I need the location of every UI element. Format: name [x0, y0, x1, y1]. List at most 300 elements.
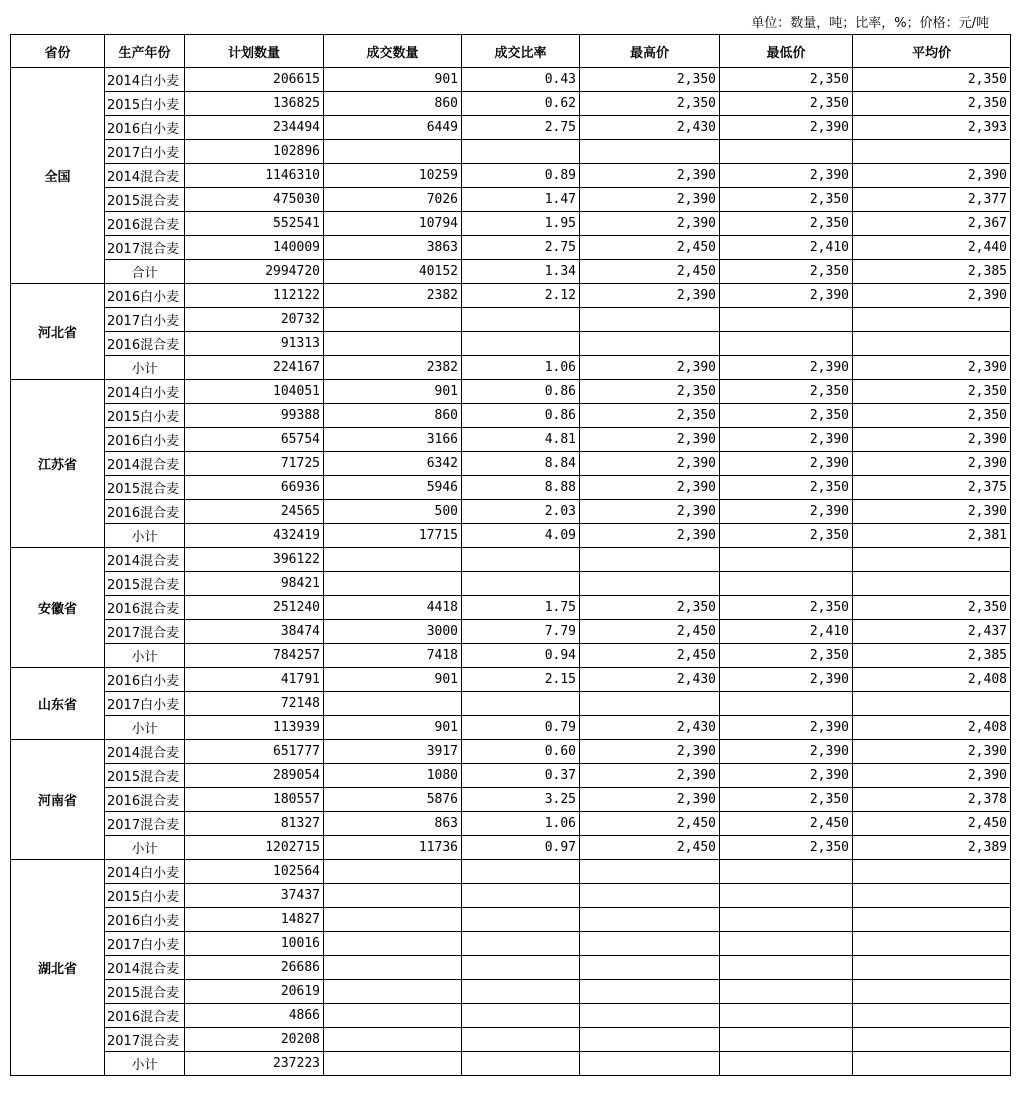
year-cell: 2015白小麦: [105, 404, 185, 428]
min-price-cell: 2,390: [720, 284, 853, 308]
min-price-cell: [720, 932, 853, 956]
max-price-cell: [580, 140, 720, 164]
deal-qty-cell: 901: [324, 668, 462, 692]
min-price-cell: 2,410: [720, 620, 853, 644]
planned-qty-cell: 234494: [185, 116, 324, 140]
subtotal-label: 小计: [105, 356, 185, 380]
planned-qty-cell: 251240: [185, 596, 324, 620]
deal-rate-cell: 0.97: [462, 836, 580, 860]
deal-qty-cell: [324, 1052, 462, 1076]
deal-rate-cell: [462, 332, 580, 356]
avg-price-cell: [853, 956, 1011, 980]
deal-rate-cell: 2.15: [462, 668, 580, 692]
deal-rate-cell: 1.47: [462, 188, 580, 212]
deal-qty-cell: [324, 332, 462, 356]
deal-rate-cell: [462, 1004, 580, 1028]
min-price-cell: 2,410: [720, 236, 853, 260]
avg-price-cell: 2,440: [853, 236, 1011, 260]
table-row: [11, 284, 1011, 308]
deal-qty-cell: 500: [324, 500, 462, 524]
deal-rate-cell: 0.89: [462, 164, 580, 188]
min-price-cell: 2,390: [720, 716, 853, 740]
deal-qty-cell: [324, 308, 462, 332]
deal-qty-cell: 5946: [324, 476, 462, 500]
deal-rate-cell: 4.81: [462, 428, 580, 452]
avg-price-cell: 2,390: [853, 356, 1011, 380]
max-price-cell: 2,390: [580, 476, 720, 500]
header-avg-price: 平均价: [853, 35, 1011, 68]
min-price-cell: [720, 884, 853, 908]
table-row: [11, 68, 1011, 92]
subtotal-label: 小计: [105, 644, 185, 668]
table-row: [11, 524, 1011, 548]
deal-qty-cell: 3863: [324, 236, 462, 260]
planned-qty-cell: 20619: [185, 980, 324, 1004]
deal-qty-cell: 901: [324, 716, 462, 740]
year-cell: 2016混合麦: [105, 332, 185, 356]
deal-rate-cell: [462, 308, 580, 332]
avg-price-cell: 2,375: [853, 476, 1011, 500]
max-price-cell: 2,450: [580, 260, 720, 284]
max-price-cell: 2,450: [580, 236, 720, 260]
min-price-cell: 2,350: [720, 836, 853, 860]
year-cell: 2017混合麦: [105, 620, 185, 644]
table-row: [11, 188, 1011, 212]
deal-qty-cell: 5876: [324, 788, 462, 812]
province-cell: 全国: [11, 68, 105, 284]
max-price-cell: [580, 1052, 720, 1076]
max-price-cell: 2,450: [580, 644, 720, 668]
max-price-cell: [580, 1004, 720, 1028]
deal-qty-cell: 2382: [324, 284, 462, 308]
max-price-cell: [580, 980, 720, 1004]
year-cell: 2016混合麦: [105, 212, 185, 236]
planned-qty-cell: 41791: [185, 668, 324, 692]
table-row: [11, 812, 1011, 836]
year-cell: 2014白小麦: [105, 380, 185, 404]
max-price-cell: 2,390: [580, 524, 720, 548]
planned-qty-cell: 206615: [185, 68, 324, 92]
min-price-cell: 2,390: [720, 500, 853, 524]
max-price-cell: 2,390: [580, 500, 720, 524]
planned-qty-cell: 72148: [185, 692, 324, 716]
deal-qty-cell: 17715: [324, 524, 462, 548]
table-body: [11, 68, 1011, 1076]
planned-qty-cell: 180557: [185, 788, 324, 812]
min-price-cell: 2,350: [720, 188, 853, 212]
max-price-cell: [580, 548, 720, 572]
year-cell: 2015混合麦: [105, 764, 185, 788]
header-planned-qty: 计划数量: [185, 35, 324, 68]
table-row: [11, 788, 1011, 812]
min-price-cell: 2,390: [720, 452, 853, 476]
min-price-cell: 2,350: [720, 260, 853, 284]
avg-price-cell: 2,390: [853, 164, 1011, 188]
avg-price-cell: 2,385: [853, 260, 1011, 284]
avg-price-cell: [853, 1004, 1011, 1028]
table-row: [11, 332, 1011, 356]
avg-price-cell: 2,390: [853, 764, 1011, 788]
max-price-cell: 2,390: [580, 740, 720, 764]
max-price-cell: 2,390: [580, 788, 720, 812]
table-row: [11, 860, 1011, 884]
deal-rate-cell: [462, 1028, 580, 1052]
avg-price-cell: 2,390: [853, 452, 1011, 476]
year-cell: 2017混合麦: [105, 1028, 185, 1052]
min-price-cell: [720, 956, 853, 980]
min-price-cell: 2,390: [720, 740, 853, 764]
deal-qty-cell: 1080: [324, 764, 462, 788]
planned-qty-cell: 20732: [185, 308, 324, 332]
planned-qty-cell: 552541: [185, 212, 324, 236]
planned-qty-cell: 1146310: [185, 164, 324, 188]
deal-rate-cell: [462, 860, 580, 884]
year-cell: 2015混合麦: [105, 476, 185, 500]
year-cell: 2014混合麦: [105, 548, 185, 572]
deal-qty-cell: 3917: [324, 740, 462, 764]
header-row: [11, 35, 1011, 68]
planned-qty-cell: 104051: [185, 380, 324, 404]
table-row: [11, 500, 1011, 524]
deal-qty-cell: 10794: [324, 212, 462, 236]
avg-price-cell: 2,450: [853, 812, 1011, 836]
header-min-price: 最低价: [720, 35, 853, 68]
table-row: [11, 380, 1011, 404]
max-price-cell: [580, 332, 720, 356]
header-province: 省份: [11, 35, 105, 68]
deal-qty-cell: 860: [324, 92, 462, 116]
province-cell: 山东省: [11, 668, 105, 740]
year-cell: 2016混合麦: [105, 596, 185, 620]
planned-qty-cell: 24565: [185, 500, 324, 524]
subtotal-label: 小计: [105, 524, 185, 548]
deal-qty-cell: 7026: [324, 188, 462, 212]
avg-price-cell: [853, 932, 1011, 956]
min-price-cell: 2,350: [720, 596, 853, 620]
avg-price-cell: [853, 692, 1011, 716]
province-cell: 河北省: [11, 284, 105, 380]
avg-price-cell: 2,381: [853, 524, 1011, 548]
subtotal-label: 小计: [105, 1052, 185, 1076]
year-cell: 2017白小麦: [105, 308, 185, 332]
planned-qty-cell: 81327: [185, 812, 324, 836]
deal-qty-cell: [324, 548, 462, 572]
planned-qty-cell: 2994720: [185, 260, 324, 284]
deal-rate-cell: 0.60: [462, 740, 580, 764]
table-row: [11, 428, 1011, 452]
deal-qty-cell: 860: [324, 404, 462, 428]
avg-price-cell: [853, 1052, 1011, 1076]
planned-qty-cell: 102564: [185, 860, 324, 884]
max-price-cell: 2,350: [580, 404, 720, 428]
unit-note: 单位：数量，吨；比率，%；价格：元/吨: [751, 16, 989, 31]
min-price-cell: 2,350: [720, 788, 853, 812]
header-deal-qty: 成交数量: [324, 35, 462, 68]
avg-price-cell: 2,350: [853, 596, 1011, 620]
max-price-cell: [580, 572, 720, 596]
year-cell: 2016白小麦: [105, 668, 185, 692]
planned-qty-cell: 140009: [185, 236, 324, 260]
planned-qty-cell: 20208: [185, 1028, 324, 1052]
year-cell: 2016白小麦: [105, 908, 185, 932]
year-cell: 2015混合麦: [105, 980, 185, 1004]
avg-price-cell: [853, 884, 1011, 908]
table-row: [11, 668, 1011, 692]
avg-price-cell: [853, 548, 1011, 572]
planned-qty-cell: 651777: [185, 740, 324, 764]
min-price-cell: [720, 908, 853, 932]
max-price-cell: 2,350: [580, 596, 720, 620]
table-row: [11, 92, 1011, 116]
table-row: [11, 572, 1011, 596]
avg-price-cell: 2,408: [853, 668, 1011, 692]
deal-rate-cell: [462, 956, 580, 980]
planned-qty-cell: 113939: [185, 716, 324, 740]
avg-price-cell: [853, 1028, 1011, 1052]
deal-rate-cell: 1.95: [462, 212, 580, 236]
deal-rate-cell: [462, 1052, 580, 1076]
deal-qty-cell: [324, 980, 462, 1004]
min-price-cell: 2,350: [720, 404, 853, 428]
deal-rate-cell: 8.84: [462, 452, 580, 476]
deal-qty-cell: [324, 1028, 462, 1052]
max-price-cell: 2,390: [580, 284, 720, 308]
planned-qty-cell: 37437: [185, 884, 324, 908]
table-row: [11, 1052, 1011, 1076]
deal-qty-cell: [324, 860, 462, 884]
min-price-cell: [720, 1004, 853, 1028]
year-cell: 2017混合麦: [105, 812, 185, 836]
deal-qty-cell: 3000: [324, 620, 462, 644]
min-price-cell: 2,390: [720, 116, 853, 140]
table-row: [11, 980, 1011, 1004]
table-row: [11, 476, 1011, 500]
deal-rate-cell: 0.79: [462, 716, 580, 740]
min-price-cell: [720, 1052, 853, 1076]
max-price-cell: 2,430: [580, 116, 720, 140]
deal-rate-cell: 1.34: [462, 260, 580, 284]
deal-qty-cell: [324, 692, 462, 716]
planned-qty-cell: 98421: [185, 572, 324, 596]
deal-qty-cell: 863: [324, 812, 462, 836]
avg-price-cell: [853, 980, 1011, 1004]
min-price-cell: [720, 140, 853, 164]
min-price-cell: [720, 332, 853, 356]
planned-qty-cell: 71725: [185, 452, 324, 476]
deal-rate-cell: 2.12: [462, 284, 580, 308]
max-price-cell: 2,390: [580, 356, 720, 380]
deal-qty-cell: 3166: [324, 428, 462, 452]
year-cell: 2015混合麦: [105, 572, 185, 596]
max-price-cell: 2,390: [580, 212, 720, 236]
deal-rate-cell: [462, 140, 580, 164]
max-price-cell: [580, 908, 720, 932]
max-price-cell: [580, 956, 720, 980]
max-price-cell: 2,390: [580, 764, 720, 788]
year-cell: 2014白小麦: [105, 68, 185, 92]
planned-qty-cell: 4866: [185, 1004, 324, 1028]
deal-rate-cell: 0.43: [462, 68, 580, 92]
subtotal-label: 小计: [105, 836, 185, 860]
deal-qty-cell: 2382: [324, 356, 462, 380]
year-cell: 2015混合麦: [105, 188, 185, 212]
min-price-cell: 2,390: [720, 668, 853, 692]
max-price-cell: 2,390: [580, 428, 720, 452]
avg-price-cell: [853, 308, 1011, 332]
table-row: [11, 884, 1011, 908]
deal-qty-cell: 901: [324, 380, 462, 404]
province-cell: 江苏省: [11, 380, 105, 548]
year-cell: 2017白小麦: [105, 140, 185, 164]
deal-rate-cell: 0.94: [462, 644, 580, 668]
header-deal-rate: 成交比率: [462, 35, 580, 68]
deal-rate-cell: 0.37: [462, 764, 580, 788]
avg-price-cell: [853, 140, 1011, 164]
deal-rate-cell: 2.75: [462, 116, 580, 140]
planned-qty-cell: 102896: [185, 140, 324, 164]
table-row: [11, 452, 1011, 476]
year-cell: 2017混合麦: [105, 236, 185, 260]
avg-price-cell: 2,385: [853, 644, 1011, 668]
max-price-cell: 2,390: [580, 188, 720, 212]
min-price-cell: 2,350: [720, 212, 853, 236]
table-row: [11, 260, 1011, 284]
table-row: [11, 116, 1011, 140]
min-price-cell: 2,390: [720, 428, 853, 452]
planned-qty-cell: 136825: [185, 92, 324, 116]
avg-price-cell: 2,390: [853, 740, 1011, 764]
table-row: [11, 140, 1011, 164]
planned-qty-cell: 10016: [185, 932, 324, 956]
deal-qty-cell: [324, 572, 462, 596]
table-row: [11, 596, 1011, 620]
deal-rate-cell: 1.75: [462, 596, 580, 620]
table-row: [11, 164, 1011, 188]
table-row: [11, 236, 1011, 260]
deal-qty-cell: 901: [324, 68, 462, 92]
year-cell: 2017白小麦: [105, 932, 185, 956]
table-row: [11, 836, 1011, 860]
deal-qty-cell: [324, 1004, 462, 1028]
planned-qty-cell: 432419: [185, 524, 324, 548]
max-price-cell: 2,350: [580, 92, 720, 116]
max-price-cell: 2,350: [580, 68, 720, 92]
table-row: [11, 1028, 1011, 1052]
table-row: [11, 212, 1011, 236]
avg-price-cell: 2,350: [853, 68, 1011, 92]
min-price-cell: 2,350: [720, 380, 853, 404]
avg-price-cell: 2,390: [853, 500, 1011, 524]
year-cell: 2016白小麦: [105, 428, 185, 452]
deal-qty-cell: [324, 884, 462, 908]
deal-qty-cell: [324, 956, 462, 980]
planned-qty-cell: 38474: [185, 620, 324, 644]
max-price-cell: 2,450: [580, 620, 720, 644]
planned-qty-cell: 99388: [185, 404, 324, 428]
year-cell: 2014白小麦: [105, 860, 185, 884]
deal-qty-cell: 7418: [324, 644, 462, 668]
deal-qty-cell: [324, 908, 462, 932]
year-cell: 2016白小麦: [105, 284, 185, 308]
planned-qty-cell: 66936: [185, 476, 324, 500]
max-price-cell: [580, 860, 720, 884]
planned-qty-cell: 26686: [185, 956, 324, 980]
year-cell: 2016混合麦: [105, 500, 185, 524]
table-row: [11, 764, 1011, 788]
province-cell: 河南省: [11, 740, 105, 860]
deal-rate-cell: [462, 932, 580, 956]
table-row: [11, 692, 1011, 716]
avg-price-cell: [853, 572, 1011, 596]
table-row: [11, 308, 1011, 332]
deal-rate-cell: 8.88: [462, 476, 580, 500]
deal-qty-cell: 11736: [324, 836, 462, 860]
avg-price-cell: 2,390: [853, 284, 1011, 308]
planned-qty-cell: 112122: [185, 284, 324, 308]
planned-qty-cell: 237223: [185, 1052, 324, 1076]
min-price-cell: [720, 1028, 853, 1052]
planned-qty-cell: 1202715: [185, 836, 324, 860]
max-price-cell: [580, 1028, 720, 1052]
avg-price-cell: [853, 860, 1011, 884]
year-cell: 2014混合麦: [105, 164, 185, 188]
year-cell: 2015白小麦: [105, 92, 185, 116]
table-row: [11, 356, 1011, 380]
planned-qty-cell: 91313: [185, 332, 324, 356]
year-cell: 2016混合麦: [105, 1004, 185, 1028]
year-cell: 2017白小麦: [105, 692, 185, 716]
min-price-cell: 2,390: [720, 356, 853, 380]
avg-price-cell: 2,389: [853, 836, 1011, 860]
avg-price-cell: 2,393: [853, 116, 1011, 140]
deal-qty-cell: [324, 932, 462, 956]
min-price-cell: [720, 980, 853, 1004]
max-price-cell: 2,390: [580, 164, 720, 188]
max-price-cell: [580, 692, 720, 716]
avg-price-cell: 2,350: [853, 92, 1011, 116]
year-cell: 2016白小麦: [105, 116, 185, 140]
province-cell: 湖北省: [11, 860, 105, 1076]
max-price-cell: 2,430: [580, 716, 720, 740]
min-price-cell: [720, 692, 853, 716]
avg-price-cell: 2,437: [853, 620, 1011, 644]
header-year: 生产年份: [105, 35, 185, 68]
max-price-cell: 2,450: [580, 836, 720, 860]
min-price-cell: [720, 860, 853, 884]
year-cell: 2016混合麦: [105, 788, 185, 812]
deal-rate-cell: [462, 908, 580, 932]
deal-qty-cell: 6449: [324, 116, 462, 140]
table-row: [11, 1004, 1011, 1028]
deal-rate-cell: [462, 572, 580, 596]
year-cell: 2014混合麦: [105, 956, 185, 980]
max-price-cell: [580, 308, 720, 332]
planned-qty-cell: 224167: [185, 356, 324, 380]
table-row: [11, 620, 1011, 644]
deal-rate-cell: 1.06: [462, 812, 580, 836]
max-price-cell: 2,350: [580, 380, 720, 404]
header-max-price: 最高价: [580, 35, 720, 68]
min-price-cell: 2,350: [720, 524, 853, 548]
planned-qty-cell: 289054: [185, 764, 324, 788]
deal-rate-cell: 2.03: [462, 500, 580, 524]
deal-qty-cell: [324, 140, 462, 164]
table-row: [11, 716, 1011, 740]
avg-price-cell: 2,377: [853, 188, 1011, 212]
avg-price-cell: [853, 332, 1011, 356]
deal-qty-cell: 6342: [324, 452, 462, 476]
deal-rate-cell: 4.09: [462, 524, 580, 548]
